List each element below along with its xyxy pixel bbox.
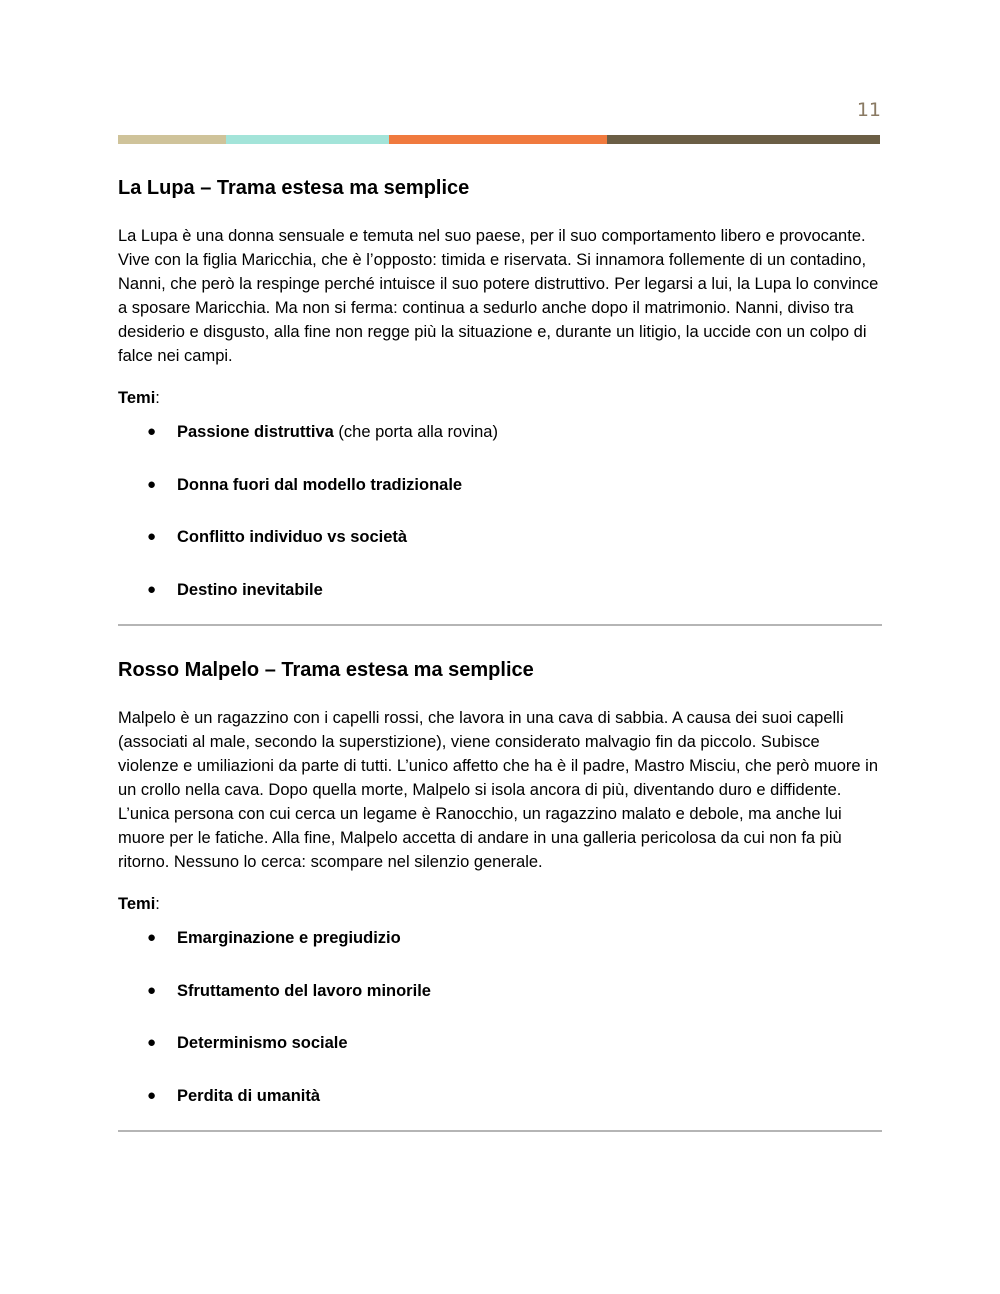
theme-bold: Determinismo sociale [177,1034,348,1052]
section-title: La Lupa – Trama estesa ma semplice [118,177,470,199]
themes-list [118,926,882,1108]
bullet-icon: ● [147,580,157,598]
bullet-icon: ● [147,528,157,545]
plot-paragraph: Malpelo è un ragazzino con i capelli rossi, che lavora in una cava di sabbia. A causa dei suoi capelli (associati al male, secondo la superstizione), viene considerato malvagio fin da piccolo. Subisce violenze e umiliazioni da parte di tutti. L’unico affetto che ha è il padre, Mastro Misciu, che però muore in un crollo nella cava. Dopo quella morte, Malpelo si isola ancora di più, diventando duro e diffidente. L’unica persona con cui cerca un legame è Ranocchio, un ragazzino malato e debole, ma anche lui muore per le fatiche. Alla fine, Malpelo accetta di andare in una galleria pericolosa da cui non fa più ritorno. Nessuno lo cerca: scompare nel silenzio generale. [118,709,879,871]
themes-label: Temi: [118,389,160,407]
themes-label-text: Temi [118,895,156,913]
theme-bold: Conflitto individuo vs società [177,528,408,546]
list-item [118,473,882,497]
section-divider [118,624,882,626]
list-item [118,420,882,444]
plot-paragraph: La Lupa è una donna sensuale e temuta nel suo paese, per il suo comportamento libero e provocante. Vive con la figlia Maricchia, che è l’opposto: timida e riservata. Si innamora follemente di un contadino, Nanni, che però la respinge perché intuisce il suo potere distruttivo. Per legarsi a lui, la Lupa lo convince a sposare Maricchia. Ma non si ferma: continua a sedurlo anche dopo il matrimonio. Nanni, diviso tra desiderio e disgusto, alla fine non regge più la situazione e, durante un litigio, la uccide con un colpo di falce nei campi. [118,227,879,365]
list-item [118,1084,882,1108]
bullet-icon: ● [147,423,157,440]
bullet-icon: ● [147,929,157,946]
header-bar-segment-4 [607,135,880,144]
bullet-icon: ● [147,1034,157,1051]
page-number: 11 [856,99,881,121]
header-bar-segment-1 [118,135,226,144]
list-item [118,926,882,950]
list-item [118,578,882,602]
theme-bold: Destino inevitabile [177,580,323,599]
theme-bold: Sfruttamento del lavoro minorile [177,981,431,1000]
list-item [118,525,882,549]
bullet-icon: ● [147,981,157,999]
theme-bold: Donna fuori dal modello tradizionale [177,475,463,494]
themes-list [118,420,882,602]
list-item [118,1031,882,1055]
document-content [118,175,882,1132]
themes-label-text: Temi [118,389,156,407]
section-la-lupa [118,175,882,630]
section-title: Rosso Malpelo – Trama estesa ma semplice [118,659,534,681]
theme-bold: Passione distruttiva [177,423,334,441]
theme-rest: (che porta alla rovina) [333,423,498,441]
theme-bold: Emarginazione e pregiudizio [177,929,401,947]
list-item [118,979,882,1003]
header-bar-segment-2 [226,135,389,144]
section-divider [118,1130,882,1132]
theme-bold: Perdita di umanità [177,1086,321,1105]
header-color-bar [118,135,880,144]
themes-label: Temi: [118,895,160,913]
bullet-icon: ● [147,475,157,493]
header-bar-segment-3 [389,135,607,144]
bullet-icon: ● [147,1086,157,1104]
section-rosso-malpelo [118,630,882,1132]
